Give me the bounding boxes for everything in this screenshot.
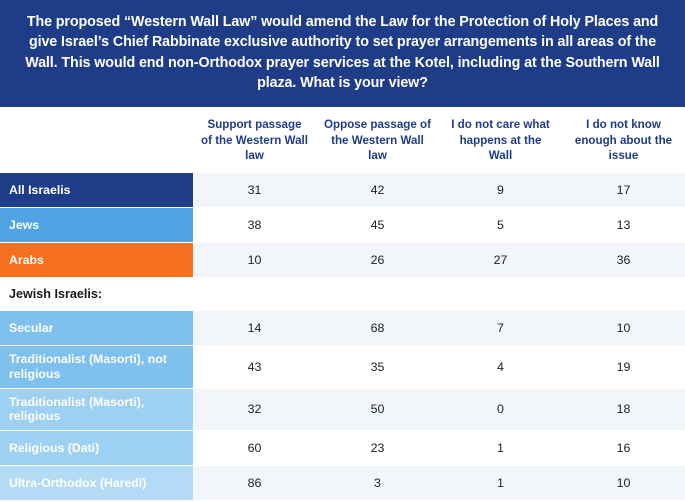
section-spacer-3: [439, 278, 562, 311]
cell-secular-do-not-know: 10: [562, 311, 685, 346]
cell-arabs-support: 10: [193, 243, 316, 278]
table-row: [0, 431, 685, 466]
section-label-jewish-israelis: Jewish Israelis:: [0, 278, 193, 311]
row-label-jews: Jews: [0, 208, 193, 243]
cell-secular-do-not-care: 7: [439, 311, 562, 346]
row-label-ultra-orthodox-haredi: Ultra-Orthodox (Haredi): [0, 466, 193, 501]
cell-all-israelis-support: 31: [193, 173, 316, 208]
cell-traditionalist-not-religious-support: 43: [193, 346, 316, 389]
cell-traditionalist-religious-oppose: 50: [316, 388, 439, 431]
column-header-do-not-care: I do not care what happens at the Wall: [451, 118, 550, 163]
cell-ultra-orthodox-oppose: 3: [316, 466, 439, 501]
cell-all-israelis-do-not-know: 17: [562, 173, 685, 208]
table-row: [0, 466, 685, 501]
cell-arabs-do-not-care: 27: [439, 243, 562, 278]
column-header-do-not-know: I do not know enough about the issue: [574, 118, 673, 163]
cell-arabs-oppose: 26: [316, 243, 439, 278]
cell-all-israelis-oppose: 42: [316, 173, 439, 208]
cell-traditionalist-religious-do-not-know: 18: [562, 388, 685, 431]
cell-all-israelis-do-not-care: 9: [439, 173, 562, 208]
table-row: [0, 311, 685, 346]
table-row: [0, 243, 685, 278]
table-row: [0, 208, 685, 243]
table-row: [0, 346, 685, 389]
cell-secular-support: 14: [193, 311, 316, 346]
cell-ultra-orthodox-do-not-know: 10: [562, 466, 685, 501]
row-label-secular: Secular: [0, 311, 193, 346]
row-label-arabs: Arabs: [0, 243, 193, 278]
cell-jews-support: 38: [193, 208, 316, 243]
cell-ultra-orthodox-support: 86: [193, 466, 316, 501]
row-label-traditionalist-religious: Traditionalist (Masorti), religious: [0, 388, 193, 431]
cell-traditionalist-not-religious-oppose: 35: [316, 346, 439, 389]
row-label-religious-dati: Religious (Dati): [0, 431, 193, 466]
cell-jews-do-not-care: 5: [439, 208, 562, 243]
cell-arabs-do-not-know: 36: [562, 243, 685, 278]
cell-secular-oppose: 68: [316, 311, 439, 346]
cell-traditionalist-not-religious-do-not-care: 4: [439, 346, 562, 389]
row-label-traditionalist-not-religious: Traditionalist (Masorti), not religious: [0, 346, 193, 389]
cell-jews-oppose: 45: [316, 208, 439, 243]
column-header-support: Support passage of the Western Wall law: [201, 118, 308, 163]
question-banner: [0, 0, 685, 107]
table-body: [0, 173, 685, 501]
section-header-row: [0, 278, 685, 311]
cell-religious-dati-do-not-care: 1: [439, 431, 562, 466]
table-row: [0, 388, 685, 431]
cell-traditionalist-not-religious-do-not-know: 19: [562, 346, 685, 389]
results-table: [0, 107, 685, 501]
cell-traditionalist-religious-support: 32: [193, 388, 316, 431]
column-header-blank: [0, 107, 193, 173]
row-label-all-israelis: All Israelis: [0, 173, 193, 208]
cell-religious-dati-do-not-know: 16: [562, 431, 685, 466]
cell-religious-dati-support: 60: [193, 431, 316, 466]
section-spacer-4: [562, 278, 685, 311]
cell-jews-do-not-know: 13: [562, 208, 685, 243]
table-header: [0, 107, 685, 173]
table-row: [0, 173, 685, 208]
cell-religious-dati-oppose: 23: [316, 431, 439, 466]
column-header-oppose: Oppose passage of the Western Wall law: [324, 118, 431, 163]
cell-ultra-orthodox-do-not-care: 1: [439, 466, 562, 501]
section-spacer-2: [316, 278, 439, 311]
page-title: The proposed “Western Wall Law” would amend the Law for the Protection of Holy Places and give Israel’s Chief Rabbinate exclusive authority to set prayer arrangements in all areas of the Wall. This would end non-Orthodox prayer services at the Kotel, including at the Southern Wall plaza. What is your view?: [25, 14, 660, 91]
cell-traditionalist-religious-do-not-care: 0: [439, 388, 562, 431]
section-spacer-1: [193, 278, 316, 311]
